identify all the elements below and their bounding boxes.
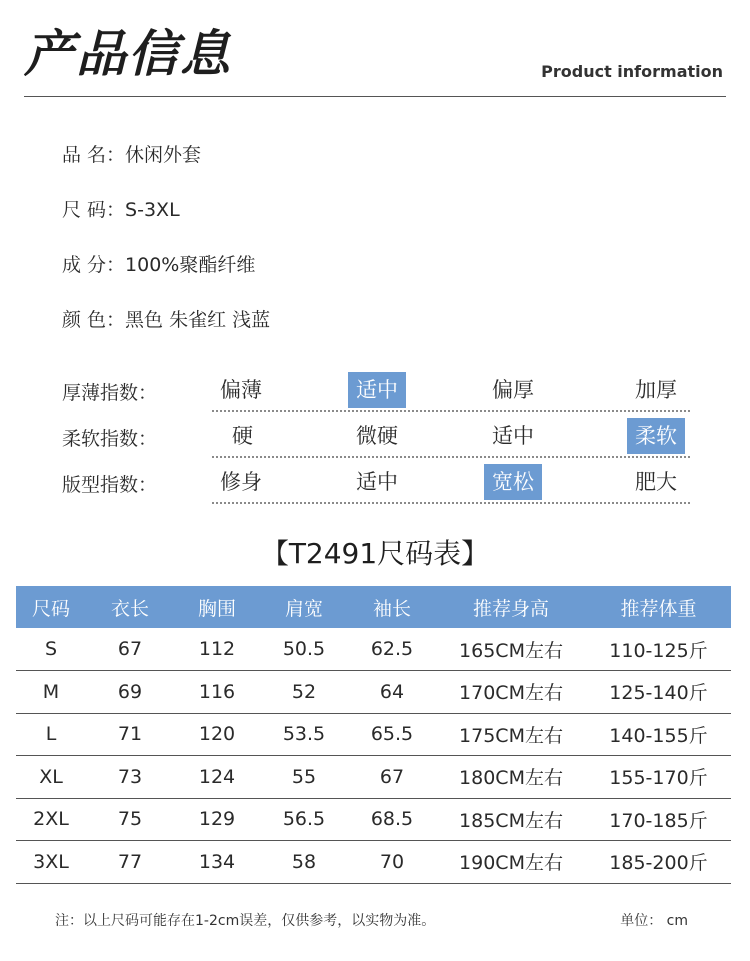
table-cell: XL [16, 756, 86, 799]
header-cell: 推荐身高 [436, 586, 586, 628]
table-cell: 77 [86, 841, 174, 884]
index-option: 偏薄 [220, 378, 262, 402]
size-chart-title: 【T2491尺码表】 [260, 537, 490, 570]
table-cell: 170CM左右 [436, 671, 586, 714]
index-option: 适中 [356, 470, 398, 494]
table-cell: 170-185斤 [586, 798, 731, 841]
table-header-row [16, 586, 731, 628]
table-cell: 67 [348, 756, 436, 799]
header-cell: 胸围 [174, 586, 260, 628]
page-title: 产品信息 [24, 25, 232, 83]
table-cell: 62.5 [348, 628, 436, 671]
table-cell: 185CM左右 [436, 798, 586, 841]
index-row-thickness [62, 372, 690, 412]
info-value: 黑色 朱雀红 浅蓝 [125, 309, 271, 331]
index-dotted-line [212, 456, 690, 458]
table-cell: 175CM左右 [436, 713, 586, 756]
table-cell: 3XL [16, 841, 86, 884]
table-cell: 68.5 [348, 798, 436, 841]
info-row-color [62, 306, 270, 334]
table-row [16, 628, 731, 671]
index-row-fit [62, 464, 690, 504]
table-cell: 50.5 [260, 628, 348, 671]
table-cell: 56.5 [260, 798, 348, 841]
table-cell: 116 [174, 671, 260, 714]
table-cell: 75 [86, 798, 174, 841]
index-option-selected: 柔软 [627, 418, 685, 454]
table-cell: 134 [174, 841, 260, 884]
table-cell: 165CM左右 [436, 628, 586, 671]
header-cell: 衣长 [86, 586, 174, 628]
table-cell: S [16, 628, 86, 671]
page-subtitle: Product information [541, 62, 723, 81]
index-option: 偏厚 [492, 378, 534, 402]
table-cell: 69 [86, 671, 174, 714]
info-label: 颜 色： [62, 309, 126, 331]
table-cell: 70 [348, 841, 436, 884]
table-cell: 190CM左右 [436, 841, 586, 884]
unit-label: 单位： cm [620, 913, 688, 929]
table-cell: 125-140斤 [586, 671, 731, 714]
info-label: 成 分： [62, 254, 126, 276]
info-value: 休闲外套 [125, 144, 202, 166]
index-option: 加厚 [635, 378, 677, 402]
index-dotted-line [212, 502, 690, 504]
index-option: 微硬 [356, 424, 398, 448]
info-value: 100%聚酯纤维 [125, 254, 256, 276]
size-table [16, 586, 731, 884]
table-cell: 155-170斤 [586, 756, 731, 799]
index-label: 版型指数： [62, 474, 158, 496]
index-option: 适中 [492, 424, 534, 448]
table-cell: 64 [348, 671, 436, 714]
table-cell: 112 [174, 628, 260, 671]
index-option: 硬 [232, 424, 253, 448]
index-label: 柔软指数： [62, 428, 158, 450]
table-cell: 58 [260, 841, 348, 884]
table-cell: 180CM左右 [436, 756, 586, 799]
index-dotted-line [212, 410, 690, 412]
index-row-softness [62, 418, 690, 458]
table-row [16, 671, 731, 714]
info-row-material [62, 251, 255, 279]
header-cell: 袖长 [348, 586, 436, 628]
table-cell: 124 [174, 756, 260, 799]
table-cell: 71 [86, 713, 174, 756]
index-option: 肥大 [635, 470, 677, 494]
info-row-name [62, 141, 201, 169]
table-cell: L [16, 713, 86, 756]
info-value: S-3XL [125, 199, 180, 221]
table-row [16, 713, 731, 756]
header-divider [24, 96, 726, 97]
table-cell: M [16, 671, 86, 714]
table-cell: 140-155斤 [586, 713, 731, 756]
table-cell: 55 [260, 756, 348, 799]
table-cell: 52 [260, 671, 348, 714]
footnote: 注：以上尺码可能存在1-2cm误差，仅供参考，以实物为准。 [55, 913, 436, 929]
table-cell: 73 [86, 756, 174, 799]
table-cell: 67 [86, 628, 174, 671]
header-cell: 推荐体重 [586, 586, 731, 628]
index-label: 厚薄指数： [62, 382, 158, 404]
table-cell: 53.5 [260, 713, 348, 756]
header-cell: 肩宽 [260, 586, 348, 628]
table-cell: 110-125斤 [586, 628, 731, 671]
index-option-selected: 宽松 [484, 464, 542, 500]
table-cell: 120 [174, 713, 260, 756]
info-label: 品 名： [62, 144, 126, 166]
table-row [16, 756, 731, 799]
table-cell: 129 [174, 798, 260, 841]
table-row [16, 841, 731, 884]
header-cell: 尺码 [16, 586, 86, 628]
table-cell: 65.5 [348, 713, 436, 756]
info-label: 尺 码： [62, 199, 126, 221]
index-option-selected: 适中 [348, 372, 406, 408]
table-row [16, 798, 731, 841]
table-cell: 185-200斤 [586, 841, 731, 884]
table-cell: 2XL [16, 798, 86, 841]
info-row-size [62, 196, 180, 224]
index-option: 修身 [220, 470, 262, 494]
